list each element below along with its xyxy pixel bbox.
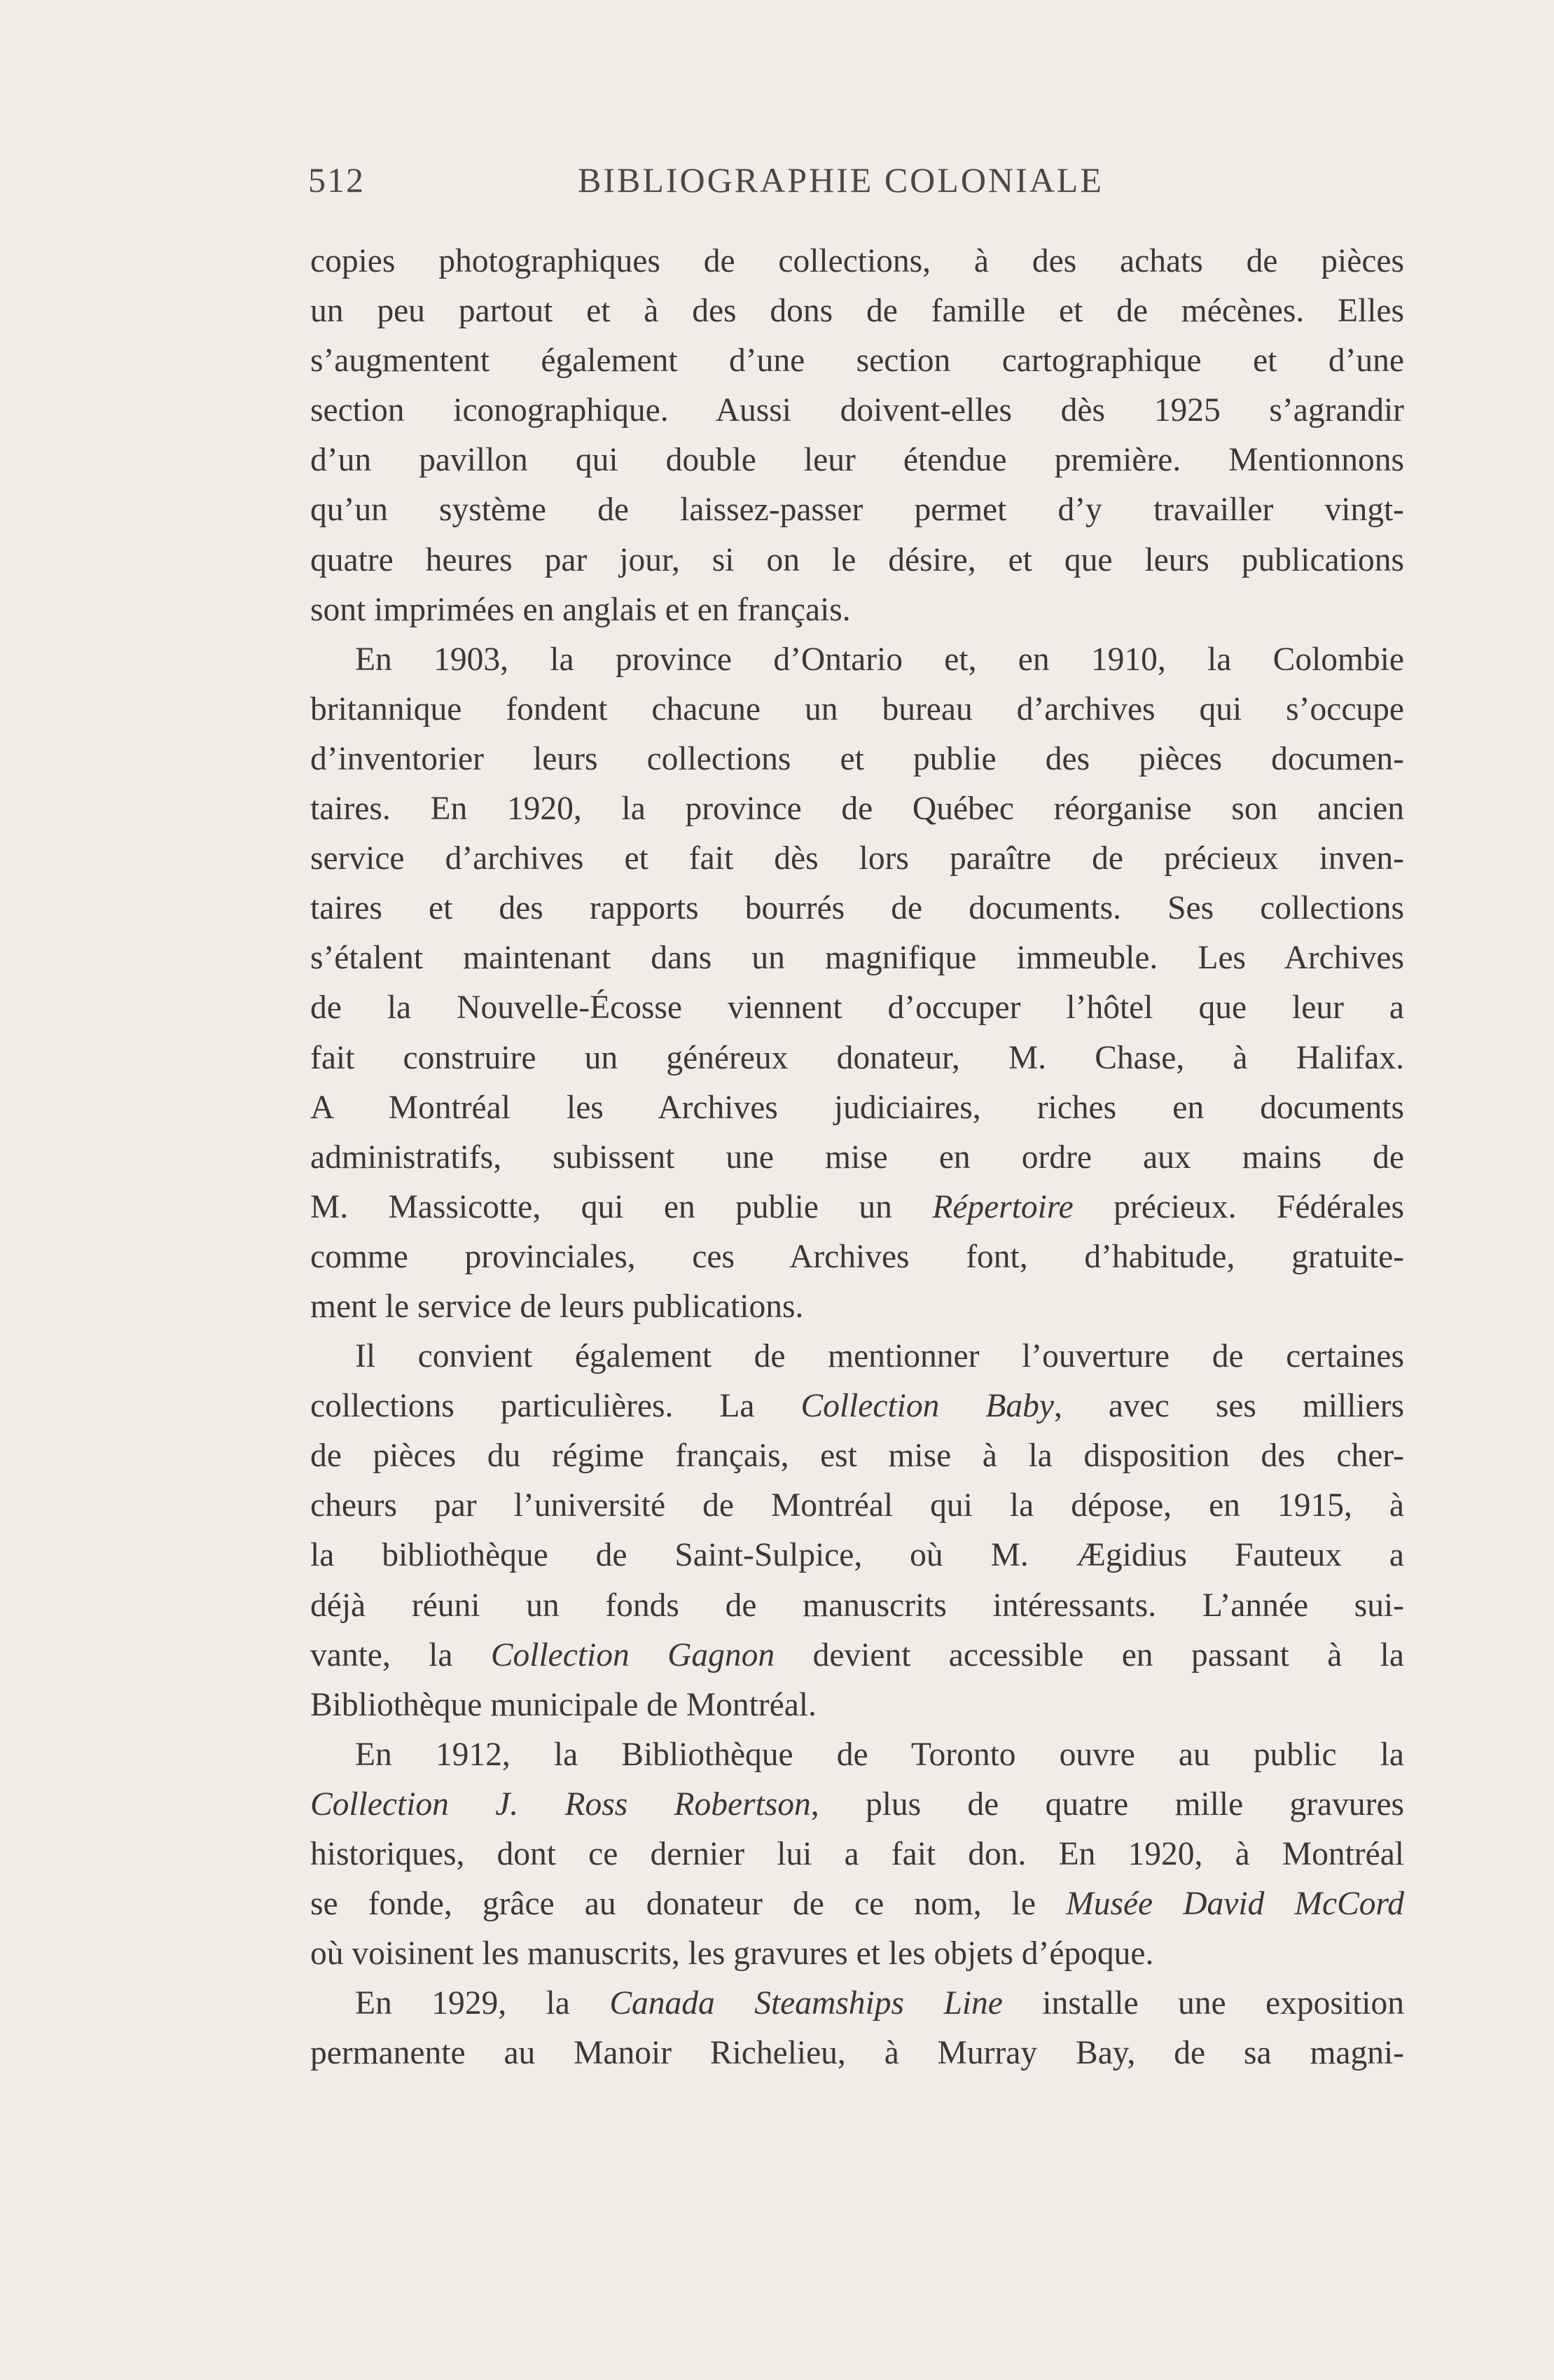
- text-line: qu’un système de laissez-passer permet d’y travailler vingt-: [310, 492, 1404, 529]
- text-line: ment le service de leurs publications.: [310, 1288, 804, 1325]
- text-line: A Montréal les Archives judiciaires, riches en documents: [310, 1089, 1404, 1126]
- text-line: d’un pavillon qui double leur étendue première. Mentionnons: [310, 442, 1404, 479]
- text-line: section iconographique. Aussi doivent-elles dès 1925 s’agrandir: [310, 392, 1404, 429]
- running-title: BIBLIOGRAPHIE COLONIALE: [578, 160, 1104, 200]
- body-text: [310, 237, 1404, 2078]
- text-line: britannique fondent chacune un bureau d’archives qui s’occupe: [310, 690, 1404, 728]
- text-line: M. Massicotte, qui en publie un Répertoire précieux. Fédérales: [310, 1188, 1404, 1225]
- text-line: Bibliothèque municipale de Montréal.: [310, 1686, 817, 1723]
- text-line: sont imprimées en anglais et en français.: [310, 591, 851, 628]
- text-line: Collection J. Ross Robertson, plus de quatre mille gravures: [310, 1786, 1404, 1823]
- text-line: de pièces du régime français, est mise à la disposition des cher-: [310, 1438, 1404, 1475]
- text-line: collections particulières. La Collection Baby, avec ses milliers: [310, 1388, 1404, 1425]
- text-line: cheurs par l’université de Montréal qui la dépose, en 1915, à: [310, 1487, 1404, 1524]
- italic-title: Collection Gagnon: [490, 1636, 775, 1673]
- italic-title: Répertoire: [932, 1188, 1074, 1225]
- italic-title: Canada Steamships Line: [609, 1985, 1003, 2022]
- text-line: un peu partout et à des dons de famille et de mécènes. Elles: [310, 293, 1404, 330]
- text-line: service d’archives et fait dès lors paraître de précieux inven-: [310, 840, 1404, 877]
- text-line: comme provinciales, ces Archives font, d’habitude, gratuite-: [310, 1238, 1404, 1275]
- paragraph-first-line: En 1912, la Bibliothèque de Toronto ouvre au public la: [355, 1736, 1404, 1773]
- italic-title: Musée David McCord: [1066, 1886, 1404, 1923]
- text-line: taires. En 1920, la province de Québec réorganise son ancien: [310, 791, 1404, 828]
- text-line: de la Nouvelle-Écosse viennent d’occuper l’hôtel que leur a: [310, 989, 1404, 1027]
- text-line: déjà réuni un fonds de manuscrits intéressants. L’année sui-: [310, 1587, 1404, 1624]
- text-line: quatre heures par jour, si on le désire, et que leurs publications: [310, 541, 1404, 578]
- text-line: permanente au Manoir Richelieu, à Murray Bay, de sa magni-: [310, 2035, 1404, 2072]
- text-line: la bibliothèque de Saint-Sulpice, où M. Ægidius Fauteux a: [310, 1537, 1404, 1574]
- text-line: d’inventorier leurs collections et publie des pièces documen-: [310, 740, 1404, 777]
- text-line: vante, la Collection Gagnon devient accessible en passant à la: [310, 1636, 1404, 1673]
- text-line: s’augmentent également d’une section cartographique et d’une: [310, 342, 1404, 380]
- text-line: où voisinent les manuscrits, les gravures et les objets d’époque.: [310, 1935, 1154, 1972]
- text-line: administratifs, subissent une mise en ordre aux mains de: [310, 1139, 1404, 1176]
- italic-title: Collection J. Ross Robertson: [310, 1786, 811, 1823]
- italic-title: Collection Baby: [800, 1388, 1054, 1425]
- paragraph-first-line: Il convient également de mentionner l’ouverture de certaines: [355, 1338, 1404, 1375]
- text-line: copies photographiques de collections, à des achats de pièces: [310, 243, 1404, 279]
- text-line: taires et des rapports bourrés de documents. Ses collections: [310, 890, 1404, 927]
- page-header: [308, 160, 1404, 209]
- paragraph-first-line: En 1929, la Canada Steamships Line installe une exposition: [355, 1985, 1404, 2022]
- paragraph-first-line: En 1903, la province d’Ontario et, en 1910, la Colombie: [355, 641, 1404, 678]
- text-line: s’étalent maintenant dans un magnifique immeuble. Les Archives: [310, 940, 1404, 977]
- page-number: 512: [308, 160, 365, 200]
- text-line: historiques, dont ce dernier lui a fait don. En 1920, à Montréal: [310, 1836, 1404, 1872]
- text-line: se fonde, grâce au donateur de ce nom, le Musée David McCord: [310, 1886, 1404, 1923]
- text-line: fait construire un généreux donateur, M. Chase, à Halifax.: [310, 1039, 1404, 1076]
